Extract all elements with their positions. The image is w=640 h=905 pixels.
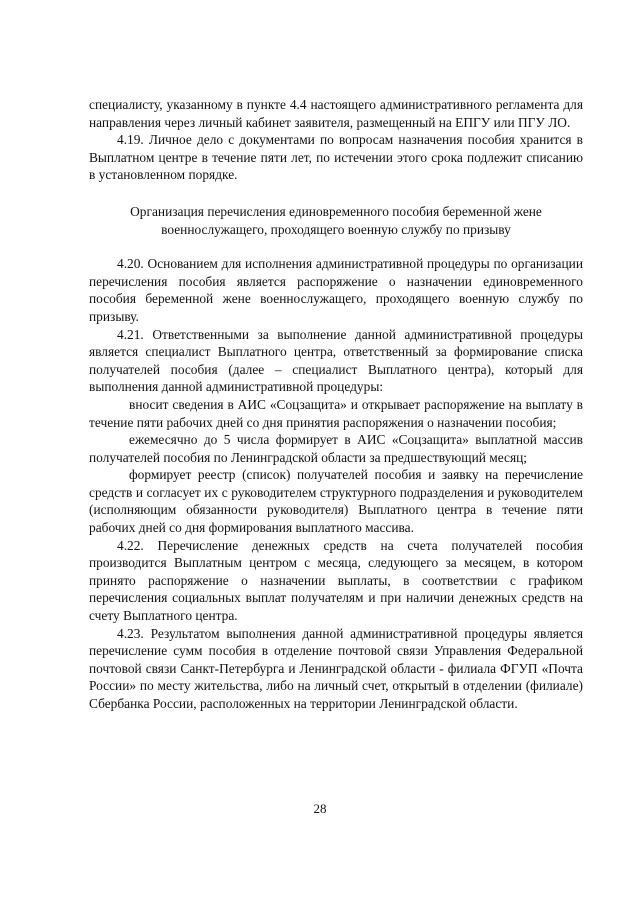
paragraph-4-22: 4.22. Перечисление денежных средств на счета получателей пособия производится Выплатным центром с месяца, следующего за месяцем, в котором принято распоряжение о назначении выплаты, в соответствии с графиком перечисления социальных выплат получателям и при наличии денежных средств на счету Выплатного центра.	[89, 537, 583, 624]
list-item: ежемесячно до 5 числа формирует в АИС «Соцзащита» выплатной массив получателей пособия по Ленинградской области за предшествующий месяц;	[89, 432, 583, 465]
paragraph-4-23: 4.23. Результатом выполнения данной административной процедуры является перечисление сумм пособия в отделение почтовой связи Управления Федеральной почтовой связи Санкт-Петербурга и Ленинградской области - филиала ФГУП «Почта России» по месту жительства, либо на личный счет, открытый в отделении (филиале) Сбербанка России, расположенных на территории Ленинградской области.	[89, 625, 583, 711]
list-item: формирует реестр (список) получателей пособия и заявку на перечисление средств и согласует их с руководителем структурного подразделения и руководителем (исполняющим обязанности руководителя) Выплатного центра в течение пяти рабочих дней со дня формирования выплатного массива.	[89, 467, 583, 536]
page-number: 28	[313, 801, 327, 816]
section-heading: Организация перечисления единовременного пособия беременной жене военнослужащего, проходящего военную службу по призыву	[130, 203, 542, 237]
paragraph-4-21: 4.21. Ответственными за выполнение данной административной процедуры является специалист Выплатного центра, ответственный за формирование списка получателей пособия (далее – специалист Выплатного центра), который для выполнения данной административной процедуры:	[89, 326, 583, 395]
paragraph-4-19: 4.19. Личное дело с документами по вопросам назначения пособия хранится в Выплатном центре в течение пяти лет, по истечении этого срока подлежит списанию в установленном порядке.	[89, 132, 583, 183]
paragraph-continuation: специалисту, указанному в пункте 4.4 настоящего административного регламента для направления через личный кабинет заявителя, размещенный на ЕПГУ или ПГУ ЛО.	[89, 97, 583, 130]
list-item: вносит сведения в АИС «Соцзащита» и открывает распоряжение на выплату в течение пяти рабочих дней со дня принятия распоряжения о назначении пособия;	[89, 396, 583, 430]
paragraph-4-20: 4.20. Основанием для исполнения административной процедуры по организации перечисления пособия является распоряжение о назначении единовременного пособия беременной жене военнослужащего, проходящего военную службу по призыву.	[89, 256, 583, 324]
document-body	[89, 96, 583, 713]
